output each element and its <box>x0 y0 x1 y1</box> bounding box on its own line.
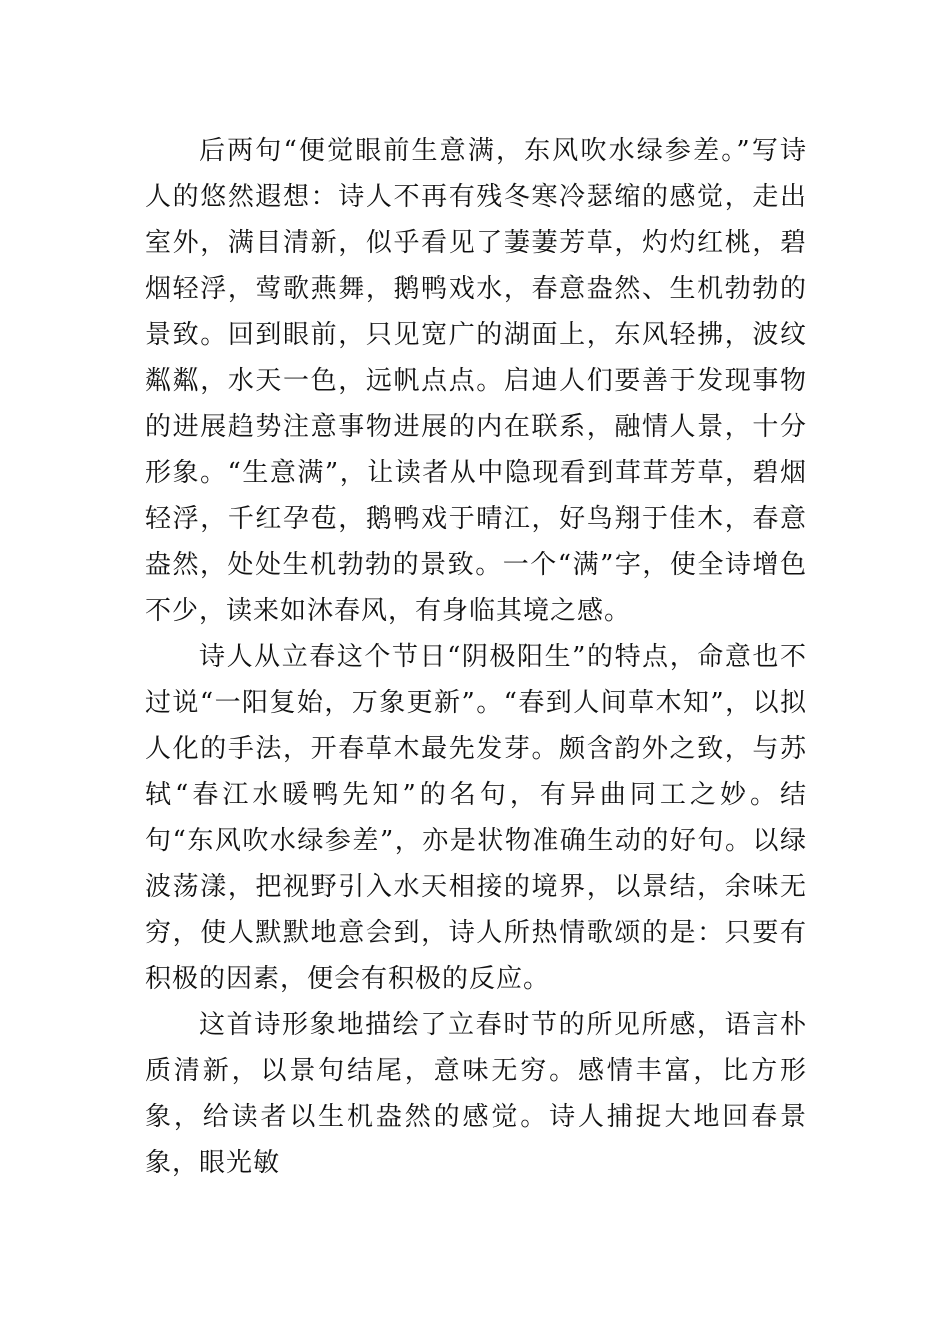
document-body <box>145 128 807 1186</box>
paragraph-3: 这首诗形象地描绘了立春时节的所见所感，语言朴质清新，以景句结尾，意味无穷。感情丰富，比方形象，给读者以生机盎然的感觉。诗人捕捉大地回春景象，眼光敏 <box>145 1010 807 1178</box>
paragraph-2: 诗人从立春这个节日“阴极阳生”的特点，命意也不过说“一阳复始，万象更新”。“春到人间草木知”，以拟人化的手法，开春草木最先发芽。颇含韵外之致，与苏轼“春江水暖鸭先知”的名句，有异曲同工之妙。结句“东风吹水绿参差”，亦是状物准确生动的好句。以绿波荡漾，把视野引入水天相接的境界，以景结，余味无穷，使人默默地意会到，诗人所热情歌颂的是：只要有积极的因素，便会有积极的反应。 <box>145 642 807 994</box>
paragraph-1: 后两句“便觉眼前生意满，东风吹水绿参差。”写诗人的悠然遐想：诗人不再有残冬寒冷瑟缩的感觉，走出室外，满目清新，似乎看见了萋萋芳草，灼灼红桃，碧烟轻浮，莺歌燕舞，鹅鸭戏水，春意盎然、生机勃勃的景致。回到眼前，只见宽广的湖面上，东风轻拂，波纹粼粼，水天一色，远帆点点。启迪人们要善于发现事物的进展趋势注意事物进展的内在联系，融情人景，十分形象。“生意满”，让读者从中隐现看到茸茸芳草，碧烟轻浮，千红孕苞，鹅鸭戏于晴江，好鸟翔于佳木，春意盎然，处处生机勃勃的景致。一个“满”字，使全诗增色不少，读来如沐春风，有身临其境之感。 <box>145 136 807 626</box>
